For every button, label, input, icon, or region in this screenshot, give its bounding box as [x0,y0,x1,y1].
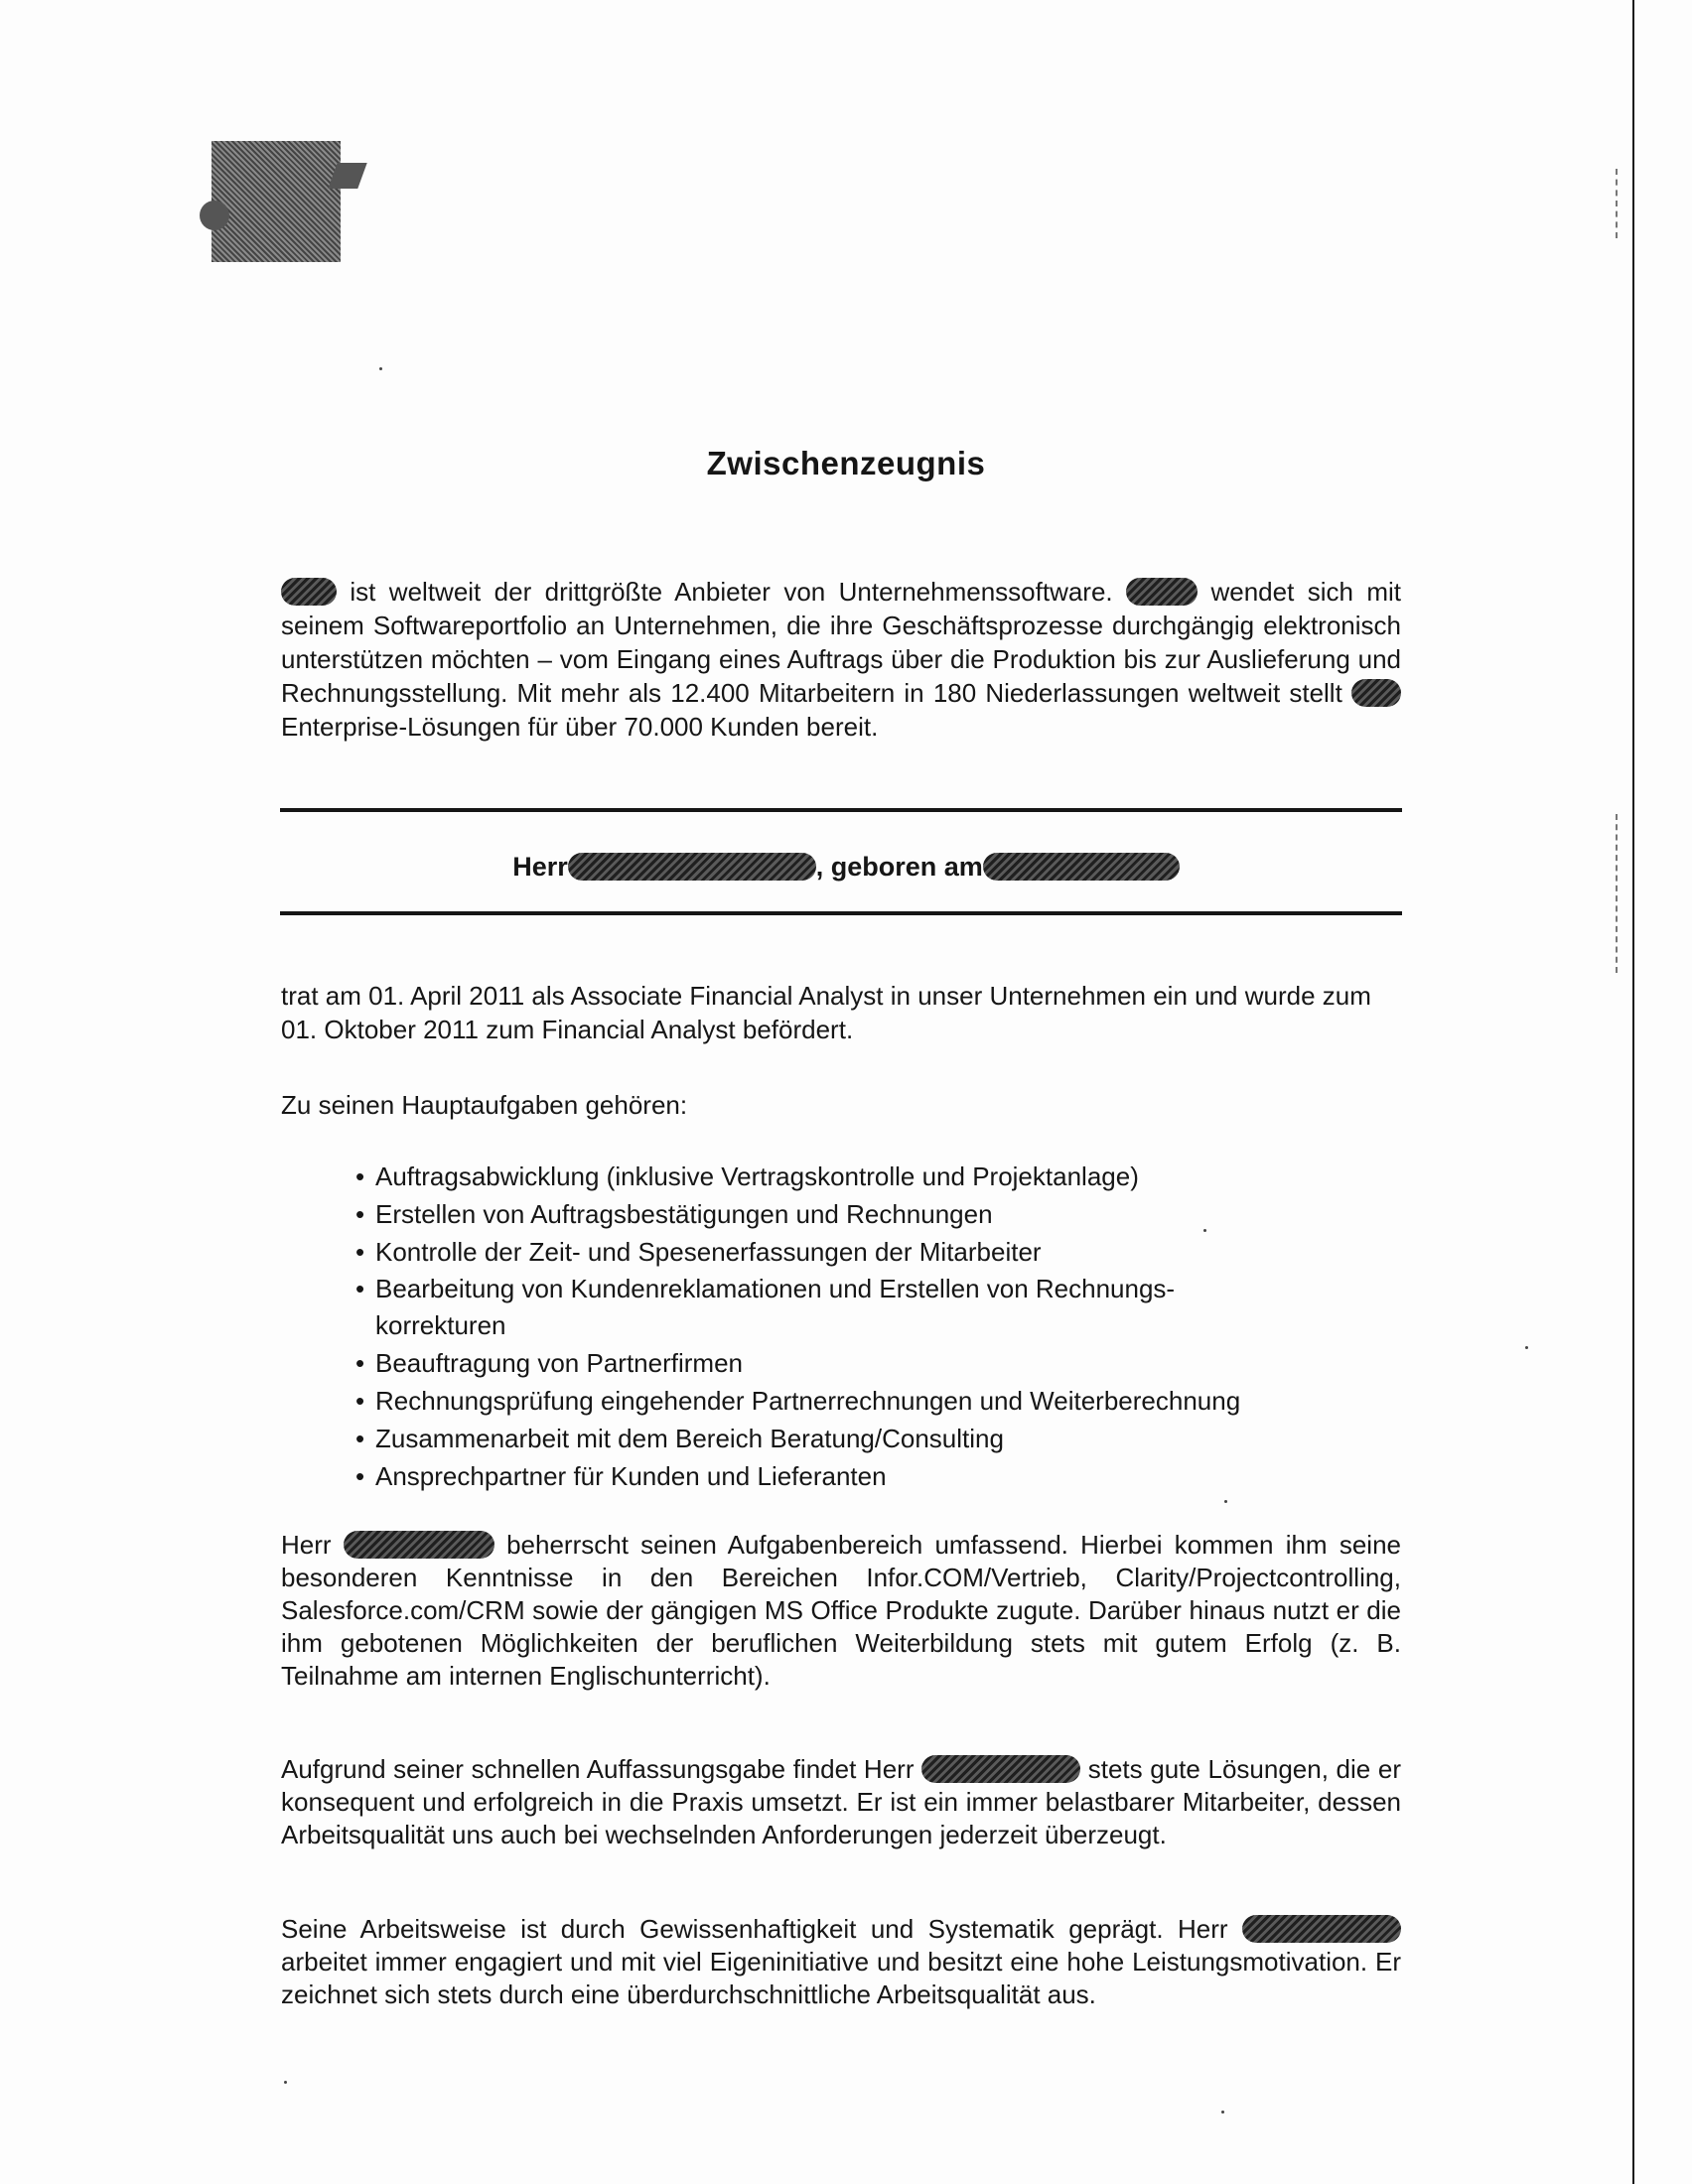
bullet: • [355,1424,365,1453]
list-item: • Bearbeitung von Kundenreklamationen und Erstellen von Rechnungs-korrekturen [355,1271,1269,1344]
scan-speck [1203,1229,1206,1232]
redacted-employee-name [1242,1915,1401,1943]
knowledge-paragraph: Herr beherrscht seinen Aufgabenbereich umfassend. Hierbei kommen ihm seine besonderen Kenntnisse in den Bereichen Infor.COM/Vertrieb, Clarity/Projectcontrolling, Salesforce.com/CRM sowie der gängigen MS Office Produkte zugute. Darüber hinaus nutzt er die ihm gebotenen Möglichkeiten der beruflichen Weiterbildung stets mit gutem Erfolg (z. B. Teilnahme am internen Englischunterricht). [281,1530,1401,1691]
page-edge-line [1632,0,1634,2184]
list-item: • Ansprechpartner für Kunden und Lieferanten [355,1457,1368,1495]
scan-speck [1221,2111,1224,2114]
bullet: • [355,1237,365,1267]
redacted-birth-date [983,853,1180,881]
scan-speck [1224,1500,1227,1503]
redacted-company-name [1351,679,1401,707]
task-list [355,1158,1368,1495]
redacted-employee-name [344,1531,494,1559]
redacted-logo [212,141,341,262]
company-text-2: wendet sich mit seinem Softwareportfolio an Unternehmen, die ihre Geschäftsprozesse durchgängig elektronisch unterstützen möchten – vom Eingang eines Auftrags über die Produktion bis zur Auslieferung und Rechnungsstellung. Mit mehr als 12.400 Mitarbeitern in 180 Niederlassungen weltweit stellt [281,577,1401,708]
company-text-3: Enterprise-Lösungen für über 70.000 Kunden bereit. [281,712,879,742]
redacted-employee-name [568,853,816,881]
scan-speck [1525,1346,1528,1349]
name-prefix: Herr [512,852,568,882]
page-edge-dashes [1616,814,1618,973]
document-title: Zwischenzeugnis [706,445,986,481]
entry-paragraph: trat am 01. April 2011 als Associate Financial Analyst in unser Unternehmen ein und wurde zum 01. Oktober 2011 zum Financial Analyst befördert. [281,981,1371,1044]
company-paragraph [281,575,1401,744]
list-item: • Zusammenarbeit mit dem Bereich Beratung/Consulting [355,1420,1368,1457]
abilities-paragraph: Aufgrund seiner schnellen Auffassungsgabe findet Herr stets gute Lösungen, die er konsequent und erfolgreich in die Praxis umsetzt. Er ist ein immer belastbarer Mitarbeiter, dessen Arbeitsqualität uns auch bei wechselnden Anforderungen jederzeit überzeugt. [281,1754,1401,1849]
workstyle-paragraph: Seine Arbeitsweise ist durch Gewissenhaftigkeit und Systematik geprägt. Herr arbeitet immer engagiert und mit viel Eigeninitiative und besitzt eine hohe Leistungsmotivation. Er zeichnet sich stets durch eine überdurchschnittliche Arbeitsqualität aus. [281,1914,1401,2009]
page-edge-dashes [1616,169,1618,238]
bullet: • [355,1386,365,1416]
bullet: • [355,1461,365,1491]
redacted-employee-name [921,1755,1080,1783]
scan-speck [379,367,382,370]
list-item: • Auftragsabwicklung (inklusive Vertragskontrolle und Projektanlage) [355,1158,1368,1195]
bullet: • [355,1348,365,1378]
list-item: • Kontrolle der Zeit- und Spesenerfassungen der Mitarbeiter [355,1233,1368,1271]
list-item: • Erstellen von Auftragsbestätigungen und Rechnungen [355,1195,1368,1233]
company-text-1: ist weltweit der drittgrößte Anbieter von Unternehmenssoftware. [350,577,1113,607]
scan-speck [284,2081,287,2084]
bullet: • [355,1199,365,1229]
divider-top [280,808,1402,812]
bullet: • [355,1161,365,1191]
redacted-company-name [281,578,337,606]
redacted-company-name [1126,578,1198,606]
list-item: • Rechnungsprüfung eingehender Partnerrechnungen und Weiterberechnung [355,1382,1368,1420]
bullet: • [355,1274,365,1303]
divider-bottom [280,911,1402,915]
birth-label: , geboren am [815,852,983,882]
list-item: • Beauftragung von Partnerfirmen [355,1344,1368,1382]
employee-name-line [0,852,1692,883]
tasks-heading: Zu seinen Hauptaufgaben gehören: [281,1090,688,1120]
